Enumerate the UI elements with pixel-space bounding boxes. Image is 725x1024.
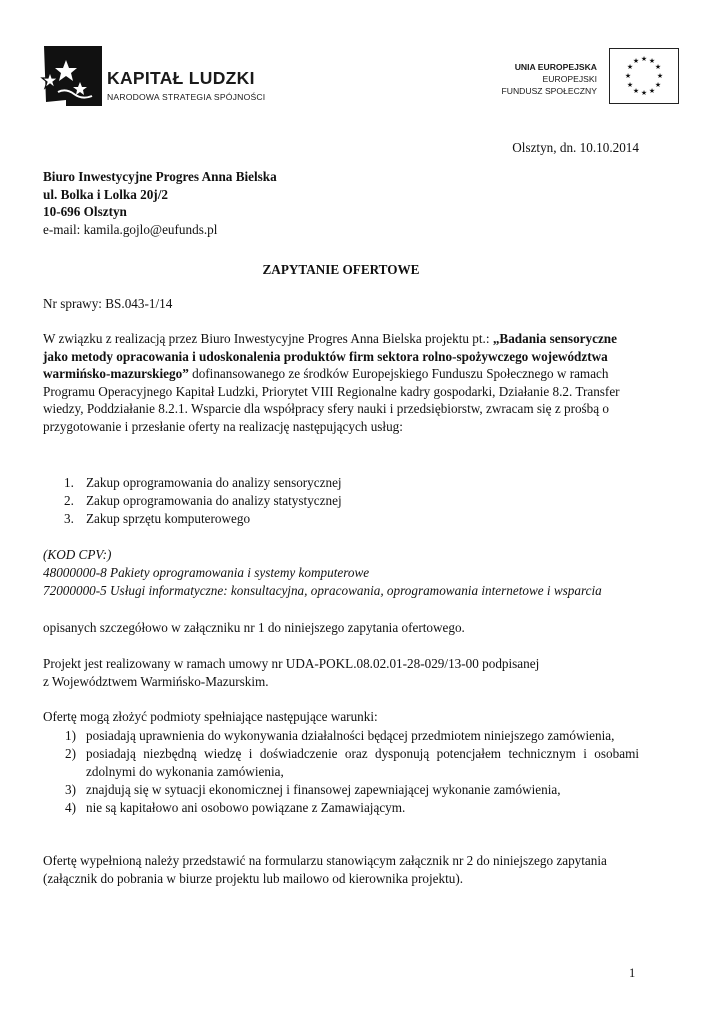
- list-text: posiadają uprawnienia do wykonywania działalności będącej przedmiotem niniejszego zamówienia,: [86, 728, 615, 743]
- svg-text:★: ★: [632, 57, 640, 65]
- kapital-ludzki-logo: [36, 42, 106, 110]
- intro-text-1: W związku z realizacją przez Biuro Inwestycyjne Progres Anna Bielska projektu pt.:: [43, 331, 493, 346]
- cpv-code-1: 48000000-8 Pakiety oprogramowania i systemy komputerowe: [43, 565, 370, 580]
- svg-text:★: ★: [626, 63, 634, 71]
- recipient-city: 10-696 Olsztyn: [43, 204, 127, 219]
- services-list: [43, 474, 342, 528]
- list-item: [43, 799, 639, 817]
- list-number: 3.: [64, 511, 74, 526]
- list-text: nie są kapitałowo ani osobowo powiązane z Zamawiającym.: [86, 800, 406, 815]
- list-item: [43, 745, 639, 781]
- svg-text:★: ★: [654, 81, 662, 89]
- eu-line-2: EUROPEJSKI: [542, 74, 597, 84]
- project-title: „Badania sensoryczne jako metody opracowania i udoskonalenia produktów firm sektora rolno-spożywczego województwa warmińsko-mazurskiego”: [43, 331, 617, 382]
- list-text: Zakup oprogramowania do analizy statystycznej: [86, 493, 342, 508]
- form-note-paragraph: Ofertę wypełnioną należy przedstawić na formularzu stanowiącym załącznik nr 2 do niniejszego zapytania (załącznik do pobrania w biurze projektu lub mailowo od kierownika projektu).: [43, 853, 607, 886]
- project-line-2: z Województwem Warmińsko-Mazurskim.: [43, 674, 269, 689]
- intro-text-2: dofinansowanego ze środków Europejskiego Funduszu Społecznego w ramach Programu Operacyjnego Kapitał Ludzki, Priorytet VIII Regionalne kadry gospodarki, Działanie 8.2. Transfer wiedzy, Poddziałanie 8.2.1. Wsparcie dla współpracy sfery nauki i przedsiębiorstw, zwracam się z prośbą o przygotowanie i przesłanie oferty na realizację następujących usług:: [43, 366, 620, 434]
- svg-text:★: ★: [624, 72, 632, 80]
- svg-text:★: ★: [626, 81, 634, 89]
- recipient-street: ul. Bolka i Lolka 20j/2: [43, 186, 168, 202]
- conditions-list: [43, 727, 639, 817]
- svg-text:★: ★: [656, 72, 664, 80]
- cpv-codes: [43, 546, 602, 600]
- eu-line-1: UNIA EUROPEJSKA: [514, 62, 597, 72]
- page-number: 1: [629, 966, 636, 980]
- page-header: [0, 0, 725, 130]
- list-number: 1): [65, 728, 76, 743]
- case-number: Nr sprawy: BS.043-1/14: [43, 296, 173, 311]
- list-item: [43, 510, 342, 528]
- intro-paragraph: [43, 330, 639, 436]
- list-text: Zakup sprzętu komputerowego: [86, 511, 251, 526]
- recipient-address: [43, 168, 277, 238]
- eu-line-3: FUNDUSZ SPOŁECZNY: [501, 86, 597, 96]
- recipient-name: Biuro Inwestycyjne Progres Anna Bielska: [43, 169, 277, 184]
- described-paragraph: opisanych szczegółowo w załączniku nr 1 do niniejszego zapytania ofertowego.: [43, 620, 465, 635]
- list-number: 1.: [64, 475, 74, 490]
- list-text: posiadają niezbędną wiedzę i doświadczenie oraz dysponują potencjałem technicznym i osobami zdolnymi do wykonania zamówienia,: [86, 746, 639, 779]
- cpv-code-2: 72000000-5 Usługi informatyczne: konsultacyjna, opracowania, oprogramowania internetowe i wsparcia: [43, 583, 602, 598]
- svg-text:★: ★: [654, 63, 662, 71]
- conditions-intro: Ofertę mogą złożyć podmioty spełniające następujące warunki:: [43, 709, 378, 724]
- project-line-1: Projekt jest realizowany w ramach umowy nr UDA-POKL.08.02.01-28-029/13-00 podpisanej: [43, 656, 540, 671]
- svg-text:★: ★: [648, 57, 656, 65]
- svg-text:★: ★: [632, 87, 640, 95]
- svg-text:★: ★: [648, 87, 656, 95]
- list-number: 4): [65, 800, 76, 815]
- eu-flag-icon: [609, 48, 679, 104]
- svg-text:★: ★: [640, 55, 648, 63]
- document-title: ZAPYTANIE OFERTOWE: [262, 262, 420, 277]
- list-number: 3): [65, 782, 76, 797]
- list-text: znajdują się w sytuacji ekonomicznej i finansowej zapewniającej wykonanie zamówienia,: [86, 782, 561, 797]
- cpv-heading: (KOD CPV:): [43, 547, 112, 562]
- eu-label: [502, 61, 598, 97]
- list-item: [43, 727, 639, 745]
- list-item: [43, 492, 342, 510]
- logo-title: KAPITAŁ LUDZKI: [107, 68, 255, 88]
- list-item: [43, 781, 639, 799]
- logo-subtitle: NARODOWA STRATEGIA SPÓJNOŚCI: [107, 92, 266, 102]
- list-item: [43, 474, 342, 492]
- recipient-email: e-mail: kamila.gojlo@eufunds.pl: [43, 221, 218, 237]
- project-paragraph: [43, 655, 539, 691]
- list-number: 2): [65, 746, 76, 761]
- svg-text:★: ★: [640, 89, 648, 97]
- list-number: 2.: [64, 493, 74, 508]
- letter-date: Olsztyn, dn. 10.10.2014: [512, 140, 639, 155]
- list-text: Zakup oprogramowania do analizy sensorycznej: [86, 475, 342, 490]
